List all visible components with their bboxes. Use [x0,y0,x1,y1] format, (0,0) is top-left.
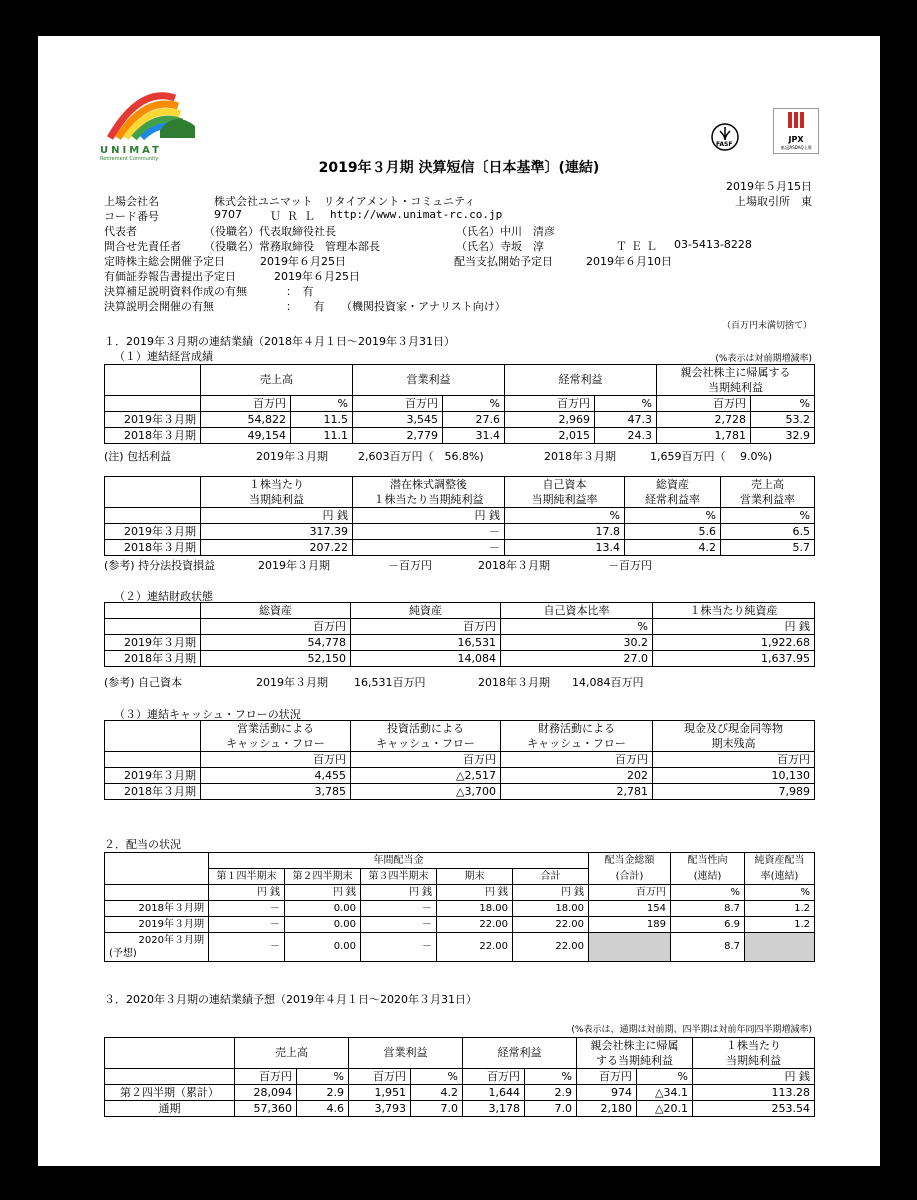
table-row [105,1101,815,1117]
table-cell [105,1038,235,1069]
table-cell: 1,922.68 [653,635,815,651]
table-cell: 202 [501,768,653,784]
table-cell: 2,779 [353,428,443,444]
tel-value: 03-5413-8228 [674,238,752,251]
table-cell: 第３四半期末 [361,869,437,885]
table-cell: 16,531 [351,635,501,651]
table-cell: 0.00 [285,933,361,962]
supp-value: ： 有 [286,285,314,298]
table-cell: 18.00 [513,901,589,917]
table-cell: 円 銭 [513,885,589,901]
contact-title: （役職名）常務取締役 管理本部長 [204,240,380,253]
table-cell: 17.8 [505,524,625,540]
table-cell: % [595,396,657,412]
table-cell: 財務活動による [501,721,653,737]
own-capital-period1: 2019年３月期 [256,676,328,689]
table-cell: 0.00 [285,917,361,933]
table-cell: 百万円 [351,752,501,768]
table-row [105,768,815,784]
document-title: 2019年３月期 決算短信〔日本基準〕(連結) [318,160,600,176]
report-label: 有価証券報告書提出予定日 [104,270,236,283]
table-cell: 純資産配当 [745,853,815,869]
contact-label: 問合せ先責任者 [104,240,181,253]
table-cell [105,885,209,901]
table-cell: 7.0 [411,1101,463,1117]
comprehensive-income-label: (注) 包括利益 [104,450,172,463]
table-cell: 期末 [437,869,513,885]
table-cell: 当期純利益 [693,1053,815,1069]
comprehensive-income-value2: 1,659百万円（ 9.0%) [650,450,773,463]
table-cell: １株当たり [693,1038,815,1054]
table-cell: 総資産 [625,477,721,493]
table-cell: 11.5 [291,412,353,428]
table-cell: 14,084 [351,651,501,667]
table-cell: 百万円 [351,619,501,635]
table-cell [105,365,201,396]
table-cell: 2,781 [501,784,653,800]
table-cell [105,1069,235,1085]
table-row-forecast [105,933,815,962]
rep-name: （氏名）中川 清彦 [456,225,555,238]
own-capital-value1: 16,531百万円 [354,676,426,689]
table-cell: 円 銭 [693,1069,815,1085]
table-cell: 5.6 [625,524,721,540]
table-cell: 投資活動による [351,721,501,737]
table-cell: 2018年３月期 [105,540,201,556]
table-cell: 22.00 [513,917,589,933]
table-cell: 当期純利益 [201,492,353,508]
table-cell: 営業利益 [349,1038,463,1069]
dividends-table [104,852,815,962]
table-cell: % [751,396,815,412]
table-cell: 円 銭 [285,885,361,901]
own-capital-label: (参考) 自己資本 [104,676,183,689]
table-cell: (連結) [671,869,745,885]
section2-heading: ２．配当の状況 [104,838,181,851]
section1-heading: １．2019年３月期の連結業績（2018年４月１日～2019年３月31日） [104,335,455,348]
table-cell: 189 [589,917,671,933]
table-cell: 第２四半期（累計） [105,1085,235,1101]
table-cell: 8.7 [671,901,745,917]
table-cell: 3,545 [353,412,443,428]
table-cell: 4.2 [625,540,721,556]
table-cell: 1,637.95 [653,651,815,667]
table-cell: 純資産 [351,603,501,619]
table-cell: 3,793 [349,1101,411,1117]
pct-note: (%表示は対前期増減率) [715,354,812,364]
table-row [105,901,815,917]
table-cell [105,396,201,412]
table-cell: 113.28 [693,1085,815,1101]
agm-date: 2019年６月25日 [260,255,346,268]
section3-heading: ３．2020年３月期の連結業績予想（2019年４月１日～2020年３月31日） [104,993,477,1006]
table-cell: 親会社株主に帰属 [577,1038,693,1054]
comprehensive-income-period1: 2019年３月期 [256,450,328,463]
table-cell: 円 銭 [361,885,437,901]
table-cell: 百万円 [201,752,351,768]
table-cell: 当期純利益率 [505,492,625,508]
table-cell: 営業利益率 [721,492,815,508]
table-cell: 154 [589,901,671,917]
table-cell: 1.2 [745,917,815,933]
table-cell: 自己資本比率 [501,603,653,619]
table-cell [105,721,201,752]
url-label: ＵＲＬ [270,210,321,223]
table-cell: 28,094 [235,1085,297,1101]
table-cell: 22.00 [437,917,513,933]
table-cell: 通期 [105,1101,235,1117]
comprehensive-income-value1: 2,603百万円（ 56.8%) [358,450,484,463]
table-cell: 2019年３月期 [105,917,209,933]
table-cell: 百万円 [235,1069,297,1085]
table-cell: 2,015 [505,428,595,444]
section1-sub2: （２）連結財政状態 [114,590,213,603]
table-cell: 1.2 [745,901,815,917]
table-cell: 率(連結) [745,869,815,885]
table-cell: 2.9 [297,1085,349,1101]
table-cell: △20.1 [637,1101,693,1117]
table-cell: 百万円 [353,396,443,412]
table-cell: 32.9 [751,428,815,444]
table-cell: 24.3 [595,428,657,444]
operating-results-table [104,364,815,444]
table-cell: 百万円 [349,1069,411,1085]
table-cell: 1,951 [349,1085,411,1101]
table-cell: % [625,508,721,524]
forecast-table [104,1037,815,1117]
table-cell: 円 銭 [209,885,285,901]
table-cell: % [637,1069,693,1085]
table-cell: 57,360 [235,1101,297,1117]
table-cell [105,603,201,619]
table-cell [105,853,209,885]
table-cell: 百万円 [577,1069,637,1085]
table-cell: 潜在株式調整後 [353,477,505,493]
table-cell: 百万円 [589,885,671,901]
table-cell: 3,785 [201,784,351,800]
col-operating-income: 営業利益 [353,365,505,396]
table-row [105,540,815,556]
agm-label: 定時株主総会開催予定日 [104,255,225,268]
table-cell: 8.7 [671,933,745,962]
annual-dividend-header: 年間配当金 [209,853,589,869]
table-cell: 3,178 [463,1101,525,1117]
table-cell: 自己資本 [505,477,625,493]
table-cell: % [525,1069,577,1085]
table-cell: － [209,917,285,933]
table-cell: 2018年３月期 [105,428,201,444]
jpx-badge: JPX 東証JASDAQ上場 [773,108,819,154]
table-cell: 52,150 [201,651,351,667]
table-cell: 2019年３月期 [105,524,201,540]
table-cell: 22.00 [513,933,589,962]
table-row [105,917,815,933]
rep-label: 代表者 [104,225,137,238]
table-cell: 現金及び現金同等物 [653,721,815,737]
report-date-value: 2019年６月25日 [274,270,360,283]
table-cell: △34.1 [637,1085,693,1101]
table-cell: 売上高 [235,1038,349,1069]
table-cell [745,933,815,962]
table-cell: 2,969 [505,412,595,428]
table-cell: － [361,917,437,933]
table-cell: 2,180 [577,1101,637,1117]
table-cell: 2018年３月期 [105,784,201,800]
table-cell: 207.22 [201,540,353,556]
company-label: 上場会社名 [104,195,159,208]
table-cell: 経常利益 [463,1038,577,1069]
col-ordinary-income: 経常利益 [505,365,657,396]
code-label: コード番号 [104,210,159,223]
table-cell: 百万円 [501,752,653,768]
table-cell: △2,517 [351,768,501,784]
table-cell: 10,130 [653,768,815,784]
logo-tagline: Retirement Community [100,156,159,162]
table-cell: － [209,933,285,962]
table-cell: 合計 [513,869,589,885]
equity-method-period2: 2018年３月期 [478,559,550,572]
tel-label: ＴＥＬ [616,240,661,253]
table-cell [105,619,201,635]
equity-method-label: (参考) 持分法投資損益 [104,559,216,572]
table-cell: 百万円 [201,396,291,412]
table-cell: 7.0 [525,1101,577,1117]
table-cell: 47.3 [595,412,657,428]
div-pay-label: 配当支払開始予定日 [454,255,553,268]
table-cell: % [501,619,653,635]
table-cell: 22.00 [437,933,513,962]
table-cell: % [671,885,745,901]
table-cell: １株当たり当期純利益 [353,492,505,508]
table-cell [105,477,201,508]
brief-value: ： 有 （機関投資家・アナリスト向け） [286,300,506,313]
table-cell: 49,154 [201,428,291,444]
table-cell: 4.2 [411,1085,463,1101]
div-pay-date: 2019年６月10日 [586,255,672,268]
table-cell: 2019年３月期 [105,635,201,651]
table-row [105,784,815,800]
url-link[interactable]: http://www.unimat-rc.co.jp [330,208,503,221]
table-cell: 2,728 [657,412,751,428]
table-cell: 百万円 [657,396,751,412]
cash-flow-table [104,720,815,800]
table-cell: １株当たり [201,477,353,493]
financial-position-table [104,602,815,667]
table-cell: 第１四半期末 [209,869,285,885]
table-cell: 11.1 [291,428,353,444]
table-cell: % [721,508,815,524]
equity-method-value2: －百万円 [608,559,652,572]
rounding-note: （百万円未満切捨て） [721,321,812,331]
table-cell: 2018年３月期 [105,901,209,917]
table-cell: － [353,524,505,540]
table-cell: キャッシュ・フロー [501,736,653,752]
table-cell: 期末残高 [653,736,815,752]
rep-title: （役職名）代表取締役社長 [204,225,336,238]
forecast-note: (%表示は、通期は対前期、四半期は対前年同四半期増減率) [571,1025,812,1035]
table-cell: 配当性向 [671,853,745,869]
table-cell: 54,778 [201,635,351,651]
table-cell: 974 [577,1085,637,1101]
brief-label: 決算説明会開催の有無 [104,300,214,313]
table-cell: 4,455 [201,768,351,784]
supp-label: 決算補足説明資料作成の有無 [104,285,247,298]
fasf-badge: FASF [710,122,740,152]
col-sales: 売上高 [201,365,353,396]
table-cell: 30.2 [501,635,653,651]
table-cell: (合計) [589,869,671,885]
table-cell: 4.6 [297,1101,349,1117]
table-row [105,1085,815,1101]
table-cell: 百万円 [201,619,351,635]
own-capital-value2: 14,084百万円 [572,676,644,689]
code-value: 9707 [214,208,242,221]
table-cell: % [411,1069,463,1085]
table-cell: 53.2 [751,412,815,428]
table-cell: 円 銭 [653,619,815,635]
exchange: 上場取引所 東 [735,195,812,208]
contact-name: （氏名）寺坂 淳 [456,240,544,253]
table-row [105,524,815,540]
table-cell: する当期純利益 [577,1053,693,1069]
table-cell: 2020年３月期 (予想) [105,933,209,962]
table-cell: － [353,540,505,556]
table-cell: 2019年３月期 [105,412,201,428]
table-cell: 27.6 [443,412,505,428]
logo-wordmark: UNIMAT [100,145,162,156]
table-cell: － [361,901,437,917]
table-row [105,635,815,651]
table-cell: １株当たり純資産 [653,603,815,619]
section1-sub3: （３）連結キャッシュ・フローの状況 [114,708,301,721]
table-cell: 営業活動による [201,721,351,737]
table-cell: 1,644 [463,1085,525,1101]
table-cell: 百万円 [505,396,595,412]
equity-method-period1: 2019年３月期 [258,559,330,572]
company-name: 株式会社ユニマット リタイアメント・コミュニティ [214,195,476,208]
table-cell: － [361,933,437,962]
table-cell: キャッシュ・フロー [201,736,351,752]
table-cell: 配当金総額 [589,853,671,869]
table-cell: 百万円 [463,1069,525,1085]
table-cell: 27.0 [501,651,653,667]
table-cell: 総資産 [201,603,351,619]
table-cell: 31.4 [443,428,505,444]
table-cell: 18.00 [437,901,513,917]
table-row [105,412,815,428]
table-cell: % [443,396,505,412]
table-cell: 0.00 [285,901,361,917]
table-cell [589,933,671,962]
section1-sub1: （１）連結経営成績 [114,350,213,363]
profitability-table [104,476,815,556]
table-cell: 第２四半期末 [285,869,361,885]
comprehensive-income-period2: 2018年３月期 [544,450,616,463]
jpx-icon [774,109,818,131]
table-cell: 2019年３月期 [105,768,201,784]
table-cell: % [291,396,353,412]
col-net-income-line2: 当期純利益 [657,380,815,396]
table-cell: △3,700 [351,784,501,800]
table-cell: 円 銭 [437,885,513,901]
own-capital-period2: 2018年３月期 [478,676,550,689]
table-cell: 1,781 [657,428,751,444]
document-page [38,36,880,1166]
report-date: 2019年５月15日 [726,180,812,193]
table-cell: 円 銭 [201,508,353,524]
table-cell: % [297,1069,349,1085]
table-cell: 百万円 [653,752,815,768]
company-logo [100,86,210,162]
table-cell: 6.9 [671,917,745,933]
table-cell: % [745,885,815,901]
table-cell: 7,989 [653,784,815,800]
table-cell: 2.9 [525,1085,577,1101]
table-cell: キャッシュ・フロー [351,736,501,752]
table-cell [105,752,201,768]
table-cell: 経常利益率 [625,492,721,508]
table-cell: 253.54 [693,1101,815,1117]
table-cell: 円 銭 [353,508,505,524]
table-cell: － [209,901,285,917]
col-net-income-line1: 親会社株主に帰属する [657,365,815,381]
table-row [105,428,815,444]
table-cell: 13.4 [505,540,625,556]
table-row [105,651,815,667]
table-cell: 317.39 [201,524,353,540]
table-cell: 2018年３月期 [105,651,201,667]
table-cell: 5.7 [721,540,815,556]
table-cell: 6.5 [721,524,815,540]
table-cell [105,508,201,524]
table-cell: 売上高 [721,477,815,493]
table-cell: % [505,508,625,524]
equity-method-value1: －百万円 [388,559,432,572]
table-cell: 54,822 [201,412,291,428]
